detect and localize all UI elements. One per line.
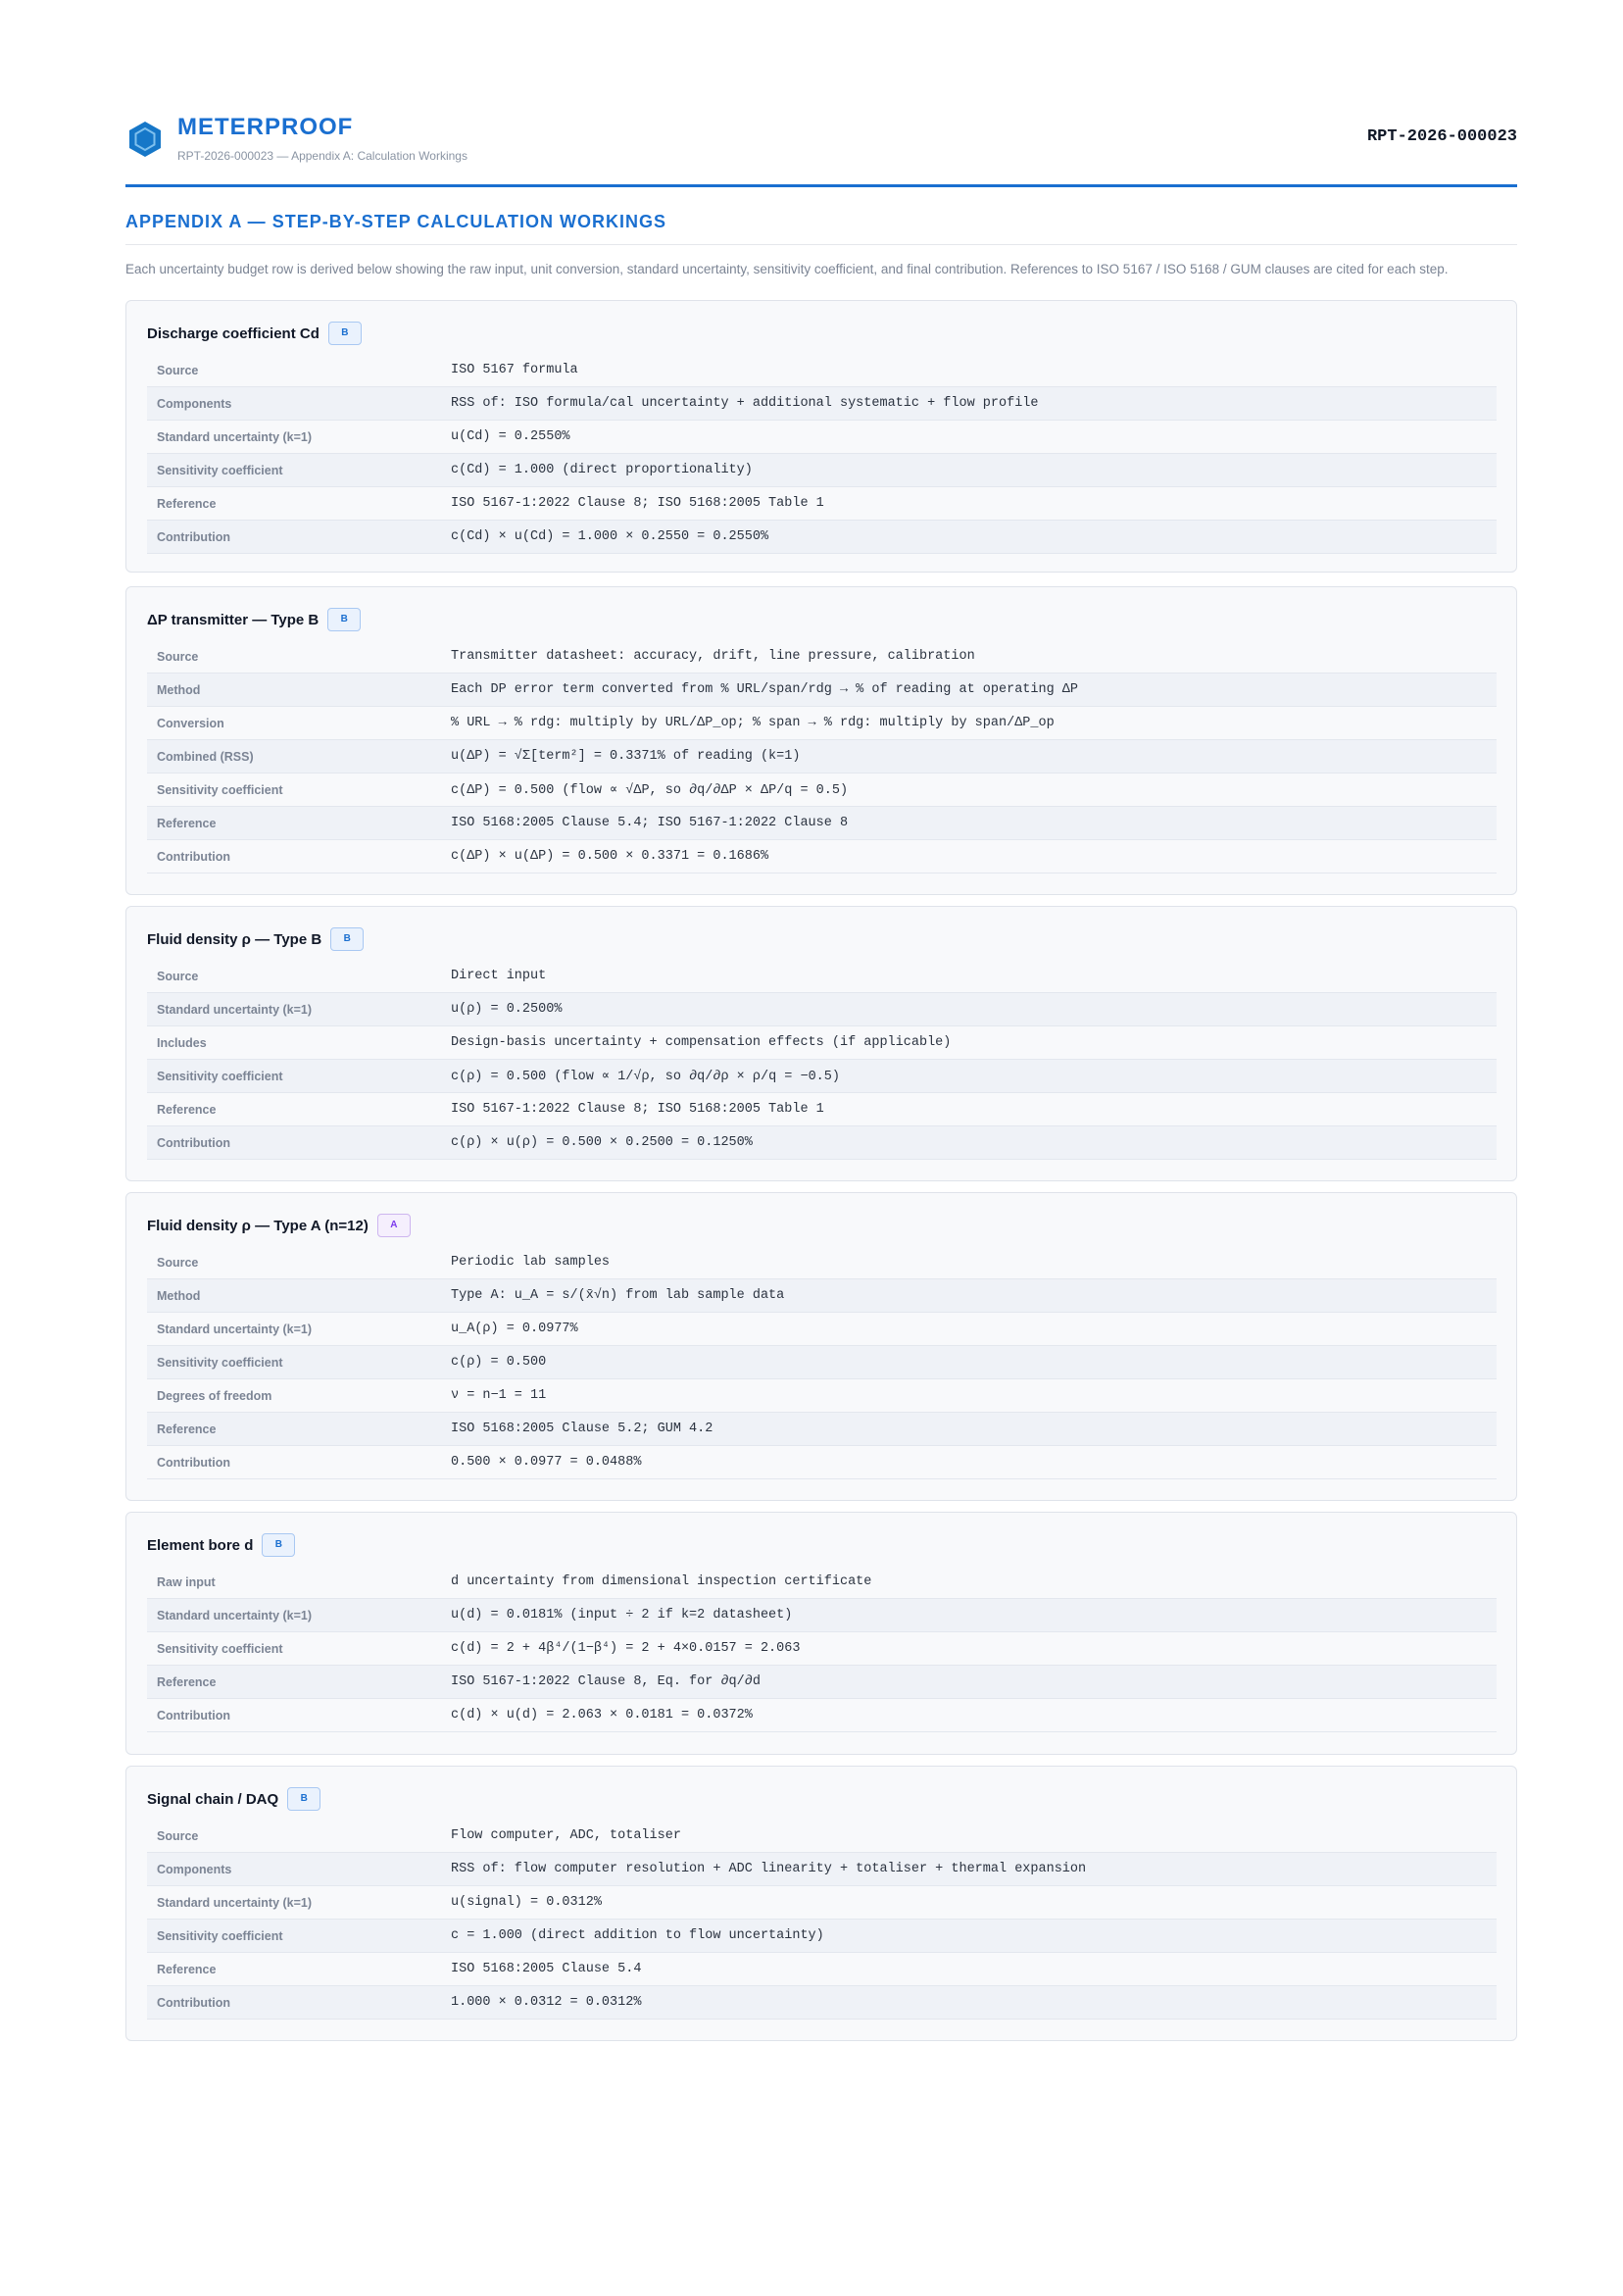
calc-row-label: Includes	[157, 1035, 207, 1050]
calc-row-label: Standard uncertainty (k=1)	[157, 1002, 313, 1017]
calc-row	[147, 421, 1497, 454]
calc-row-value: c(d) × u(d) = 2.063 × 0.0181 = 0.0372%	[451, 1708, 753, 1722]
calc-row-value: Type A: u_A = s/(x̄√n) from lab sample data	[451, 1288, 785, 1303]
calc-row	[147, 521, 1497, 554]
calc-row	[147, 1379, 1497, 1413]
calc-row-label: Source	[157, 1255, 199, 1270]
calc-row-value: ISO 5168:2005 Clause 5.2; GUM 4.2	[451, 1422, 713, 1436]
calc-card-title-text: ΔP transmitter — Type B	[147, 611, 320, 628]
calc-row-value: ISO 5167 formula	[451, 363, 578, 377]
calc-card-title-text: Fluid density ρ — Type B	[147, 930, 322, 948]
calc-row	[147, 1566, 1497, 1599]
calc-row-label: Reference	[157, 1674, 217, 1689]
calc-row-label: Sensitivity coefficient	[157, 463, 283, 477]
calc-row-label: Reference	[157, 496, 217, 511]
calc-row-value: Direct input	[451, 969, 547, 983]
calc-card-title	[147, 1214, 411, 1237]
calc-row	[147, 674, 1497, 707]
uncertainty-type-badge: A	[377, 1214, 411, 1237]
calc-row	[147, 774, 1497, 807]
calc-row-label: Method	[157, 682, 201, 697]
calc-card-title	[147, 1533, 295, 1557]
calc-row	[147, 1246, 1497, 1279]
calc-row	[147, 1820, 1497, 1853]
calc-row-value: ISO 5168:2005 Clause 5.4; ISO 5167-1:2022 Clause 8	[451, 816, 849, 830]
calc-card	[125, 906, 1517, 1181]
calc-row-value: % URL → % rdg: multiply by URL/ΔP_op; % span → % rdg: multiply by span/ΔP_op	[451, 716, 1055, 730]
calc-row-value: c(ρ) = 0.500	[451, 1355, 547, 1370]
calc-card	[125, 1512, 1517, 1755]
section-intro: Each uncertainty budget row is derived below showing the raw input, unit conversion, standard uncertainty, sensitivity coefficient, and final contribution. References to ISO 5167 / ISO 5168 / GUM clauses are cited for each step.	[125, 262, 1449, 276]
calc-row-label: Standard uncertainty (k=1)	[157, 1322, 313, 1336]
calc-card-title-text: Element bore d	[147, 1536, 254, 1554]
calc-row	[147, 454, 1497, 487]
calc-card	[125, 300, 1517, 573]
calc-row-value: Each DP error term converted from % URL/span/rdg → % of reading at operating ΔP	[451, 682, 1079, 697]
calc-card	[125, 1192, 1517, 1501]
calc-row-label: Contribution	[157, 1455, 230, 1470]
calc-row-label: Sensitivity coefficient	[157, 782, 283, 797]
calc-row	[147, 840, 1497, 873]
calc-row	[147, 707, 1497, 740]
calc-row-label: Standard uncertainty (k=1)	[157, 429, 313, 444]
calc-row-value: c(ΔP) × u(ΔP) = 0.500 × 0.3371 = 0.1686%	[451, 849, 769, 864]
calc-row-value: ISO 5167-1:2022 Clause 8, Eq. for ∂q/∂d	[451, 1674, 761, 1689]
calc-row	[147, 1279, 1497, 1313]
report-subtitle: RPT-2026-000023 — Appendix A: Calculation Workings	[177, 149, 467, 163]
report-header	[125, 110, 1517, 187]
calc-rows	[147, 640, 1497, 873]
uncertainty-type-badge: B	[287, 1787, 320, 1811]
calc-row-label: Reference	[157, 1962, 217, 1976]
calc-row-label: Sensitivity coefficient	[157, 1069, 283, 1083]
calc-row-label: Contribution	[157, 1995, 230, 2010]
uncertainty-type-badge: B	[262, 1533, 295, 1557]
calc-row-value: u(ρ) = 0.2500%	[451, 1002, 563, 1017]
calc-card	[125, 1766, 1517, 2041]
calc-row-value: c(ρ) = 0.500 (flow ∝ 1/√ρ, so ∂q/∂ρ × ρ/q = −0.5)	[451, 1070, 840, 1084]
calc-row-value: 1.000 × 0.0312 = 0.0312%	[451, 1995, 642, 2010]
calc-row-value: c(ρ) × u(ρ) = 0.500 × 0.2500 = 0.1250%	[451, 1135, 753, 1150]
calc-row-value: Periodic lab samples	[451, 1255, 611, 1270]
calc-row-value: 0.500 × 0.0977 = 0.0488%	[451, 1455, 642, 1470]
calc-row-label: Contribution	[157, 849, 230, 864]
calc-card	[125, 586, 1517, 895]
calc-row-value: u(signal) = 0.0312%	[451, 1895, 602, 1910]
calc-row-label: Sensitivity coefficient	[157, 1641, 283, 1656]
calc-row	[147, 640, 1497, 674]
calc-row-value: ISO 5167-1:2022 Clause 8; ISO 5168:2005 Table 1	[451, 1102, 824, 1117]
calc-card-header	[126, 587, 1516, 640]
calc-row	[147, 1026, 1497, 1060]
calc-row-value: RSS of: flow computer resolution + ADC linearity + totaliser + thermal expansion	[451, 1862, 1087, 1876]
calc-rows	[147, 1566, 1497, 1732]
calc-row-label: Reference	[157, 1422, 217, 1436]
calc-row-value: u(d) = 0.0181% (input ÷ 2 if k=2 datasheet)	[451, 1608, 793, 1622]
calc-row	[147, 1920, 1497, 1953]
calc-card-title	[147, 322, 362, 345]
calc-row	[147, 740, 1497, 774]
calc-row	[147, 1853, 1497, 1886]
report-id: RPT-2026-000023	[1366, 127, 1517, 146]
calc-row	[147, 960, 1497, 993]
calc-row-label: Reference	[157, 816, 217, 830]
calc-row-label: Components	[157, 1862, 232, 1876]
calc-row-label: Source	[157, 969, 199, 983]
calc-card-title-text: Discharge coefficient Cd	[147, 324, 320, 342]
calc-row-label: Contribution	[157, 529, 230, 544]
calc-row	[147, 1632, 1497, 1666]
calc-card-title-text: Fluid density ρ — Type A (n=12)	[147, 1217, 369, 1234]
calc-row	[147, 1093, 1497, 1126]
calc-row-label: Sensitivity coefficient	[157, 1928, 283, 1943]
calc-row-value: c = 1.000 (direct addition to flow uncertainty)	[451, 1928, 824, 1943]
calc-row-value: u(ΔP) = √Σ[term²] = 0.3371% of reading (k=1)	[451, 749, 801, 764]
calc-row-label: Source	[157, 363, 199, 377]
calc-row-value: c(ΔP) = 0.500 (flow ∝ √ΔP, so ∂q/∂ΔP × ΔP/q = 0.5)	[451, 783, 849, 798]
calc-row	[147, 993, 1497, 1026]
calc-row-label: Sensitivity coefficient	[157, 1355, 283, 1370]
calc-row-value: u(Cd) = 0.2550%	[451, 429, 570, 444]
calc-row-value: c(Cd) × u(Cd) = 1.000 × 0.2550 = 0.2550%	[451, 529, 769, 544]
calc-row	[147, 1060, 1497, 1093]
calc-row-value: RSS of: ISO formula/cal uncertainty + additional systematic + flow profile	[451, 396, 1039, 411]
calc-row-label: Contribution	[157, 1135, 230, 1150]
calc-row	[147, 1446, 1497, 1479]
calc-row-value: ISO 5168:2005 Clause 5.4	[451, 1962, 642, 1976]
calc-card-header	[126, 1767, 1516, 1820]
calc-card-header	[126, 1193, 1516, 1246]
calc-row-label: Degrees of freedom	[157, 1388, 272, 1403]
calc-rows	[147, 354, 1497, 554]
calc-card-title-text: Signal chain / DAQ	[147, 1790, 279, 1808]
calc-row-value: Flow computer, ADC, totaliser	[451, 1828, 681, 1843]
calc-card-title	[147, 927, 364, 951]
calc-row-label: Raw input	[157, 1574, 216, 1589]
uncertainty-type-badge: B	[328, 322, 362, 345]
calc-row-label: Source	[157, 1828, 199, 1843]
calc-row-label: Source	[157, 649, 199, 664]
calc-row-value: ν = n−1 = 11	[451, 1388, 547, 1403]
calc-row	[147, 1886, 1497, 1920]
uncertainty-type-badge: B	[327, 608, 361, 631]
calc-card-title	[147, 608, 361, 631]
calc-row	[147, 807, 1497, 840]
calc-row-value: u_A(ρ) = 0.0977%	[451, 1322, 578, 1336]
calc-row	[147, 487, 1497, 521]
hexagon-icon	[125, 120, 165, 159]
calc-row-label: Conversion	[157, 716, 224, 730]
calc-row-label: Standard uncertainty (k=1)	[157, 1895, 313, 1910]
calc-row	[147, 1953, 1497, 1986]
calc-card-header	[126, 1513, 1516, 1566]
calc-row	[147, 1699, 1497, 1732]
calc-row	[147, 1666, 1497, 1699]
calc-row	[147, 387, 1497, 421]
calc-card-header	[126, 907, 1516, 960]
brand-name: METERPROOF	[177, 114, 354, 140]
calc-rows	[147, 960, 1497, 1160]
calc-row	[147, 1599, 1497, 1632]
uncertainty-type-badge: B	[330, 927, 364, 951]
calc-row	[147, 354, 1497, 387]
calc-row-label: Components	[157, 396, 232, 411]
calc-card-title	[147, 1787, 320, 1811]
calc-row	[147, 1346, 1497, 1379]
calc-row-label: Reference	[157, 1102, 217, 1117]
calc-row	[147, 1126, 1497, 1160]
calc-row	[147, 1986, 1497, 2020]
calc-row	[147, 1413, 1497, 1446]
calc-row-value: Design-basis uncertainty + compensation effects (if applicable)	[451, 1035, 952, 1050]
calc-row-value: c(d) = 2 + 4β⁴/(1−β⁴) = 2 + 4×0.0157 = 2.063	[451, 1641, 801, 1656]
calc-rows	[147, 1820, 1497, 2020]
calc-card-header	[126, 301, 1516, 354]
calc-rows	[147, 1246, 1497, 1479]
calc-row-label: Contribution	[157, 1708, 230, 1722]
calc-row-label: Method	[157, 1288, 201, 1303]
calc-row-label: Standard uncertainty (k=1)	[157, 1608, 313, 1622]
calc-row-value: c(Cd) = 1.000 (direct proportionality)	[451, 463, 753, 477]
calc-row	[147, 1313, 1497, 1346]
calc-row-value: ISO 5167-1:2022 Clause 8; ISO 5168:2005 Table 1	[451, 496, 824, 511]
calc-row-value: d uncertainty from dimensional inspection certificate	[451, 1574, 872, 1589]
section-title: APPENDIX A — STEP-BY-STEP CALCULATION WORKINGS	[125, 212, 1517, 245]
calc-row-value: Transmitter datasheet: accuracy, drift, line pressure, calibration	[451, 649, 975, 664]
calc-row-label: Combined (RSS)	[157, 749, 254, 764]
